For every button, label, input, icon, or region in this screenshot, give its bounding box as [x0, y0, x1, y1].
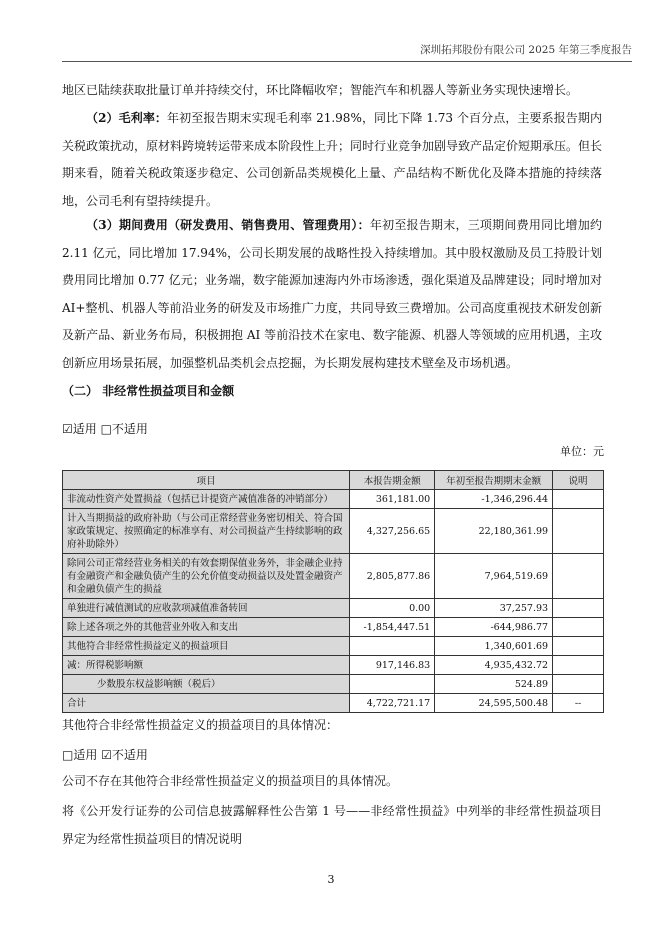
row-current: 4,722,721.17 [350, 694, 435, 713]
row-item: 其他符合非经常性损益定义的损益项目 [63, 637, 350, 656]
row-note [553, 490, 604, 509]
table-row [63, 509, 604, 554]
period-expenses-label: （3）期间费用（研发费用、销售费用、管理费用）： [86, 218, 370, 232]
header-rule [62, 61, 632, 62]
row-ytd: 1,340,601.69 [435, 637, 553, 656]
gross-margin-body: 年初至报告期末实现毛利率 21.98%，同比下降 1.73 个百分点，主要系报告期内关税政策扰动，原材料跨境转运带来成本阶段性上升；同时行业竞争加剧导致产品定价短期承压。但长期来看，随着关税政策逐步稳定、公司创新品类规模化上量、产品结构不断优化及降本措施的持续落地，公司毛利有望持续提升。 [62, 111, 603, 208]
row-note [553, 618, 604, 637]
table-row [63, 490, 604, 509]
reclassification-text: 将《公开发行证券的公司信息披露解释性公告第 1 号——非经常性损益》中列举的非经常性损益项目界定为经常性损益项目的情况说明 [62, 804, 602, 846]
table-row [63, 637, 604, 656]
row-item: 除上述各项之外的其他营业外收入和支出 [63, 618, 350, 637]
row-item: 计入当期损益的政府补助（与公司正常经营业务密切相关、符合国家政策规定、按照确定的标准享有、对公司损益产生持续影响的政府补助除外） [63, 509, 350, 554]
row-item: 单独进行减值测试的应收款项减值准备转回 [63, 599, 350, 618]
table-row [63, 675, 604, 694]
applicability-checkbox-2: □适用 ☑不适用 [62, 748, 148, 762]
row-ytd: 7,964,519.69 [435, 554, 553, 599]
no-other-items-text: 公司不存在其他符合非经常性损益定义的损益项目的具体情况。 [62, 774, 399, 788]
paragraph-gross-margin [62, 105, 602, 215]
table-header-row [63, 471, 604, 490]
row-ytd: -1,346,296.44 [435, 490, 553, 509]
row-item: 减：所得税影响额 [63, 656, 350, 675]
other-items-heading: 其他符合非经常性损益定义的损益项目的具体情况： [62, 718, 339, 732]
row-note [553, 637, 604, 656]
period-expenses-body: 年初至报告期末，三项期间费用同比增加约 2.11 亿元，同比增加 17.94%，公司长期发展的战略性投入持续增加。其中股权激励及员工持股计划费用同比增加 0.77 亿元；业务端，数字能源加速海内外市场渗透，强化渠道及品牌建设；同时增加对 AI+整机、机器人等前沿业务的研发及市场推广力度，共同导致三费增加。公司高度重视技术研发创新及新产品、新业务布局，积极拥抱 AI 等前沿技术在家电、数字能源、机器人等领域的应用机遇，主攻创新应用场景拓展，加强整机品类机会点挖掘，为长期发展构建技术壁垒及市场机遇。 [62, 218, 602, 370]
table-row [63, 618, 604, 637]
paragraph-revenue-tail: 地区已陆续获取批量订单并持续交付，环比降幅收窄；智能汽车和机器人等新业务实现快速增长。 [62, 83, 579, 97]
row-note [553, 656, 604, 675]
row-note [553, 554, 604, 599]
page-header: 深圳拓邦股份有限公司 2025 年第三季度报告 [420, 44, 632, 56]
row-item: 少数股东权益影响额（税后） [63, 675, 350, 694]
col-header-item: 项目 [63, 471, 350, 490]
row-note: -- [553, 694, 604, 713]
table-row [63, 554, 604, 599]
col-header-note: 说明 [553, 471, 604, 490]
row-current: 917,146.83 [350, 656, 435, 675]
table-row [63, 656, 604, 675]
non-recurring-gains-table [62, 470, 604, 713]
page-number: 3 [327, 873, 335, 886]
row-current: -1,854,447.51 [350, 618, 435, 637]
table-row-total [63, 694, 604, 713]
paragraph-period-expenses [62, 212, 602, 377]
row-ytd: 524.89 [435, 675, 553, 694]
col-header-ytd: 年初至报告期期末金额 [435, 471, 553, 490]
row-note [553, 675, 604, 694]
row-note [553, 599, 604, 618]
row-note [553, 509, 604, 554]
row-item: 除同公司正常经营业务相关的有效套期保值业务外，非金融企业持有金融资产和金融负债产生的公允价值变动损益以及处置金融资产和金融负债产生的损益 [63, 554, 350, 599]
row-item: 合计 [63, 694, 350, 713]
row-ytd: -644,986.77 [435, 618, 553, 637]
row-current: 361,181.00 [350, 490, 435, 509]
row-current [350, 675, 435, 694]
row-item: 非流动性资产处置损益（包括已计提资产减值准备的冲销部分） [63, 490, 350, 509]
section-title: （二） 非经常性损益项目和金额 [62, 384, 235, 398]
row-ytd: 37,257.93 [435, 599, 553, 618]
applicability-checkbox-1: ☑适用 □不适用 [62, 422, 148, 436]
table-row [63, 599, 604, 618]
col-header-current: 本报告期金额 [350, 471, 435, 490]
row-current: 4,327,256.65 [350, 509, 435, 554]
unit-label: 单位：元 [560, 445, 604, 458]
row-ytd: 22,180,361.99 [435, 509, 553, 554]
row-ytd: 24,595,500.48 [435, 694, 553, 713]
row-current: 2,805,877.86 [350, 554, 435, 599]
row-current [350, 637, 435, 656]
gross-margin-label: （2）毛利率： [86, 111, 168, 125]
row-current: 0.00 [350, 599, 435, 618]
row-ytd: 4,935,432.72 [435, 656, 553, 675]
